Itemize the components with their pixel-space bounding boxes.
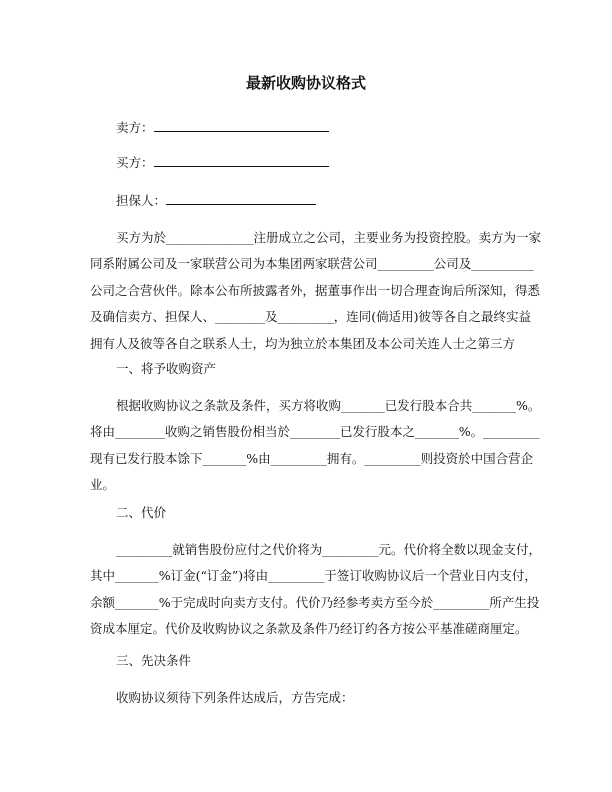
section1-line: 将由________收购之销售股份相当於________已发行股本之_______%。_________ [90, 424, 540, 439]
document-title: 最新收购协议格式 [245, 74, 366, 92]
section-heading: 一、将予收购资产 [116, 361, 217, 376]
seller-field [116, 119, 329, 136]
intro-line: 买方为於______________注册成立之公司，主要业务为投资控股。卖方为一家 [116, 230, 542, 245]
intro-line: 公司之合营伙伴。除本公布所披露者外，据董事作出一切合理查询后所深知，得悉 [90, 283, 541, 298]
section1-line: 现有已发行股本馀下_______%由_________拥有。_________则投资於中国合营企 [90, 451, 534, 466]
seller-label: 卖方： [116, 120, 154, 135]
section-heading: 三、先决条件 [116, 653, 192, 668]
section3-line: 收购协议须待下列条件达成后，方告完成： [116, 690, 354, 705]
intro-line: 拥有人及彼等各自之联系人士，均为独立於本集团及本公司关连人士之第三方 [90, 336, 516, 351]
section1-line: 根据收购协议之条款及条件，买方将收购_______已发行股本合共_______%。 [116, 398, 541, 413]
intro-line: 及确信卖方、担保人、________及_________，连同(倘适用)彼等各自之最终实益 [90, 309, 532, 324]
section2-line: 资成本厘定。代价及收购协议之条款及条件乃经订约各方按公平基准磋商厘定。 [90, 621, 528, 636]
section2-line: 其中_______%订金(“订金”)将由_________于签订收购协议后一个营业日内支付， [90, 568, 537, 583]
buyer-label: 买方： [116, 155, 154, 170]
intro-line: 同系附属公司及一家联营公司为本集团两家联营公司_________公司及__________ [90, 256, 534, 271]
seller-blank [154, 119, 329, 132]
section1-line: 业。 [90, 477, 116, 492]
section2-line: _________就销售股份应付之代价将为_________元。代价将全数以现金支付， [116, 542, 542, 557]
buyer-field [116, 154, 329, 171]
buyer-blank [154, 154, 329, 167]
guarantor-label: 担保人： [116, 193, 167, 208]
guarantor-field [116, 192, 316, 209]
section-heading: 二、代价 [116, 505, 167, 520]
guarantor-blank [166, 192, 316, 205]
section2-line: 余额_______%于完成时向卖方支付。代价乃经参考卖方至今於_________所产生投 [90, 595, 540, 610]
